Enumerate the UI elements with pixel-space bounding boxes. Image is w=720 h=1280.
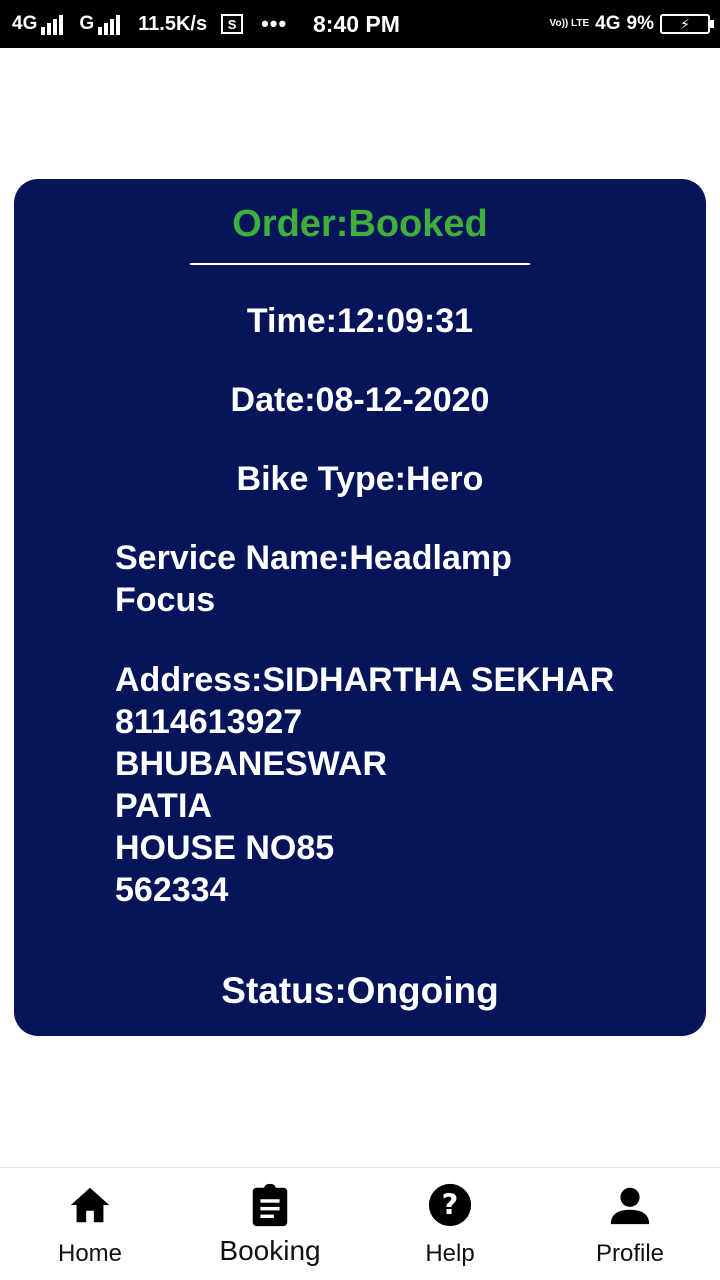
battery-percent: 9% [626, 13, 654, 34]
svg-text:?: ? [441, 1187, 459, 1222]
address-line: Address:SIDHARTHA SEKHAR [115, 661, 615, 699]
service-name [115, 537, 635, 621]
nav-profile-label: Profile [595, 1240, 665, 1267]
more-notifications-icon: ••• [261, 11, 288, 36]
battery-charging-icon: ⚡ [660, 14, 710, 34]
home-icon [67, 1182, 113, 1228]
nav-booking-label: Booking [219, 1235, 321, 1266]
help-icon [427, 1182, 473, 1228]
order-title: Order:Booked [232, 203, 488, 245]
service-name-line: Service Name:Headlamp [115, 539, 512, 577]
network-4g-right: 4G [595, 13, 621, 34]
signal-icon [41, 15, 63, 35]
network-4g-indicator: 4G [12, 13, 63, 35]
status-bar [0, 0, 720, 48]
network-speed: 11.5K/s [138, 12, 208, 35]
nav-home-label: Home [57, 1240, 123, 1267]
title-divider [190, 263, 530, 265]
address-line: 562334 [115, 871, 229, 909]
sync-icon: S [221, 14, 243, 34]
nav-profile[interactable] [540, 1168, 720, 1280]
address-line: HOUSE NO85 [115, 829, 335, 867]
service-name-line: Focus [115, 581, 216, 619]
order-status: Status:Ongoing [221, 970, 499, 1011]
volte-icon: Vo)) LTE [549, 18, 590, 29]
signal-icon [98, 15, 120, 35]
person-icon [607, 1182, 653, 1228]
bottom-navigation [0, 1167, 720, 1280]
nav-help-label: Help [425, 1240, 475, 1267]
nav-home[interactable] [0, 1168, 180, 1280]
address-line: BHUBANESWAR [115, 745, 387, 783]
bike-type: Bike Type:Hero [236, 460, 484, 498]
address-block [115, 659, 635, 911]
address-line: 8114613927 [115, 703, 303, 741]
clipboard-icon [247, 1182, 293, 1228]
order-date: Date:08-12-2020 [230, 381, 490, 419]
nav-booking[interactable] [180, 1168, 360, 1280]
address-line: PATIA [115, 787, 212, 825]
order-time: Time:12:09:31 [246, 302, 474, 340]
clock: 8:40 PM [313, 10, 400, 37]
network-g-indicator: G [79, 13, 120, 35]
nav-help[interactable] [360, 1168, 540, 1280]
